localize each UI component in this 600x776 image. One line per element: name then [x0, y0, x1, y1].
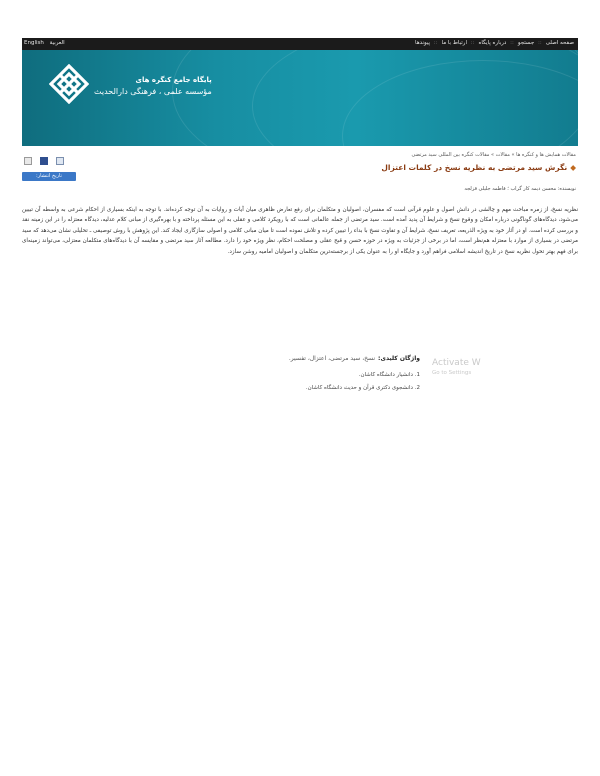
print-icon[interactable]	[24, 157, 32, 165]
site-name: پایگاه جامع کنگره های	[135, 76, 212, 84]
site-logo-icon[interactable]	[49, 64, 89, 104]
save-icon[interactable]	[40, 157, 48, 165]
nav-links[interactable]: پیوندها	[415, 40, 431, 46]
language-switcher	[24, 40, 69, 46]
article-abstract: نظریه نسخ، از زمره مباحث مهم و چالشی در دانش اصول و علوم قرآنی است که مفسران، اصولیان و متکلمان برای رفع تعارض ظاهری میان آیات و روایات به آن توجه کرده‌اند. با توجه به اینکه بسیاری از احکام شرعی به واسطه آن تبیین می‌شود، دیدگاه‌های گوناگونی درباره امکان و وقوع نسخ و شرایط آن پدید آمده است. سید مرتضی از جمله عالمانی است که با رویکرد کلامی و عقلی به این مسئله پرداخته و با بهره‌گیری از مبانی کلام عدلیه، دیدگاه معتزله را در این زمینه نقد و بررسی کرده است. او در آثار خود به ویژه الذریعه، تعریف نسخ، شرایط آن و تفاوت نسخ با بداء را تبیین کرده و تلاش نموده است تا میان مبانی کلامی و اصولی سازگاری ایجاد کند. این پژوهش با روش توصیفی ـ تحلیلی نشان می‌دهد که سید مرتضی در بسیاری از موارد با معتزله هم‌نظر است، اما در برخی از جزئیات به ویژه در حوزه حسن و قبح عقلی و مصلحت احکام، نظر ویژه خود را دارد. مطالعه آثار سید مرتضی و مقایسه آن با دیدگاه‌های متکلمان معتزلی، می‌تواند زمینه‌ای برای فهم بهتر تحول نظریه نسخ در تاریخ اندیشه اسلامی فراهم آورد و جایگاه او را به عنوان یکی از برجسته‌ترین متکلمان و اصولیان امامیه روشن سازد.	[22, 207, 578, 255]
breadcrumb[interactable]: مقالات همایش ها و کنگره ها » مقالات » مقالات کنگره بین المللی سید مرتضی	[411, 152, 576, 158]
lang-english-link[interactable]: English	[24, 40, 44, 46]
article-title: ◆نگرش سید مرتضی به نظریه نسخ در کلمات اعتزال	[381, 163, 576, 172]
watermark-line-2: Go to Settings	[432, 370, 472, 376]
keywords	[289, 355, 420, 362]
nav-search[interactable]: جستجو	[517, 40, 535, 46]
watermark-line-1: Activate W	[432, 358, 481, 368]
site-brand	[94, 76, 212, 96]
lang-arabic-link[interactable]: العربیة	[49, 40, 65, 46]
keywords-label: واژگان کلیدی:	[378, 355, 420, 362]
affiliation-2: 2. دانشجوی دکتری قرآن و حدیث دانشگاه کاشان.	[305, 385, 420, 391]
page-tools	[24, 150, 67, 169]
organization-name: مؤسسه علمی ، فرهنگی دارالحدیث	[94, 87, 212, 96]
main-nav	[413, 40, 574, 46]
keywords-value: نسخ، سید مرتضی، اعتزال، تفسیر.	[288, 355, 376, 362]
article-authors: نویسنده: محسن دیمه کار گراب ؛ فاطمه جلیلی قزلجه	[464, 186, 576, 192]
email-icon[interactable]	[56, 157, 64, 165]
title-bullet-icon: ◆	[570, 163, 576, 172]
nav-separator: ::	[510, 40, 514, 46]
publish-date-badge: تاریخ انتشار: 1394/07/07	[22, 172, 76, 181]
affiliation-1: 1. دانشیار دانشگاه کاشان.	[358, 372, 420, 378]
nav-separator: ::	[433, 40, 438, 46]
nav-about[interactable]: درباره پایگاه	[478, 40, 507, 46]
activation-watermark	[432, 358, 481, 378]
nav-contact[interactable]: ارتباط با ما	[441, 40, 467, 46]
nav-separator: ::	[537, 40, 542, 46]
nav-separator: ::	[470, 40, 475, 46]
top-bar	[22, 38, 578, 50]
header-banner	[22, 50, 578, 146]
nav-home[interactable]: صفحه اصلی	[545, 40, 574, 46]
